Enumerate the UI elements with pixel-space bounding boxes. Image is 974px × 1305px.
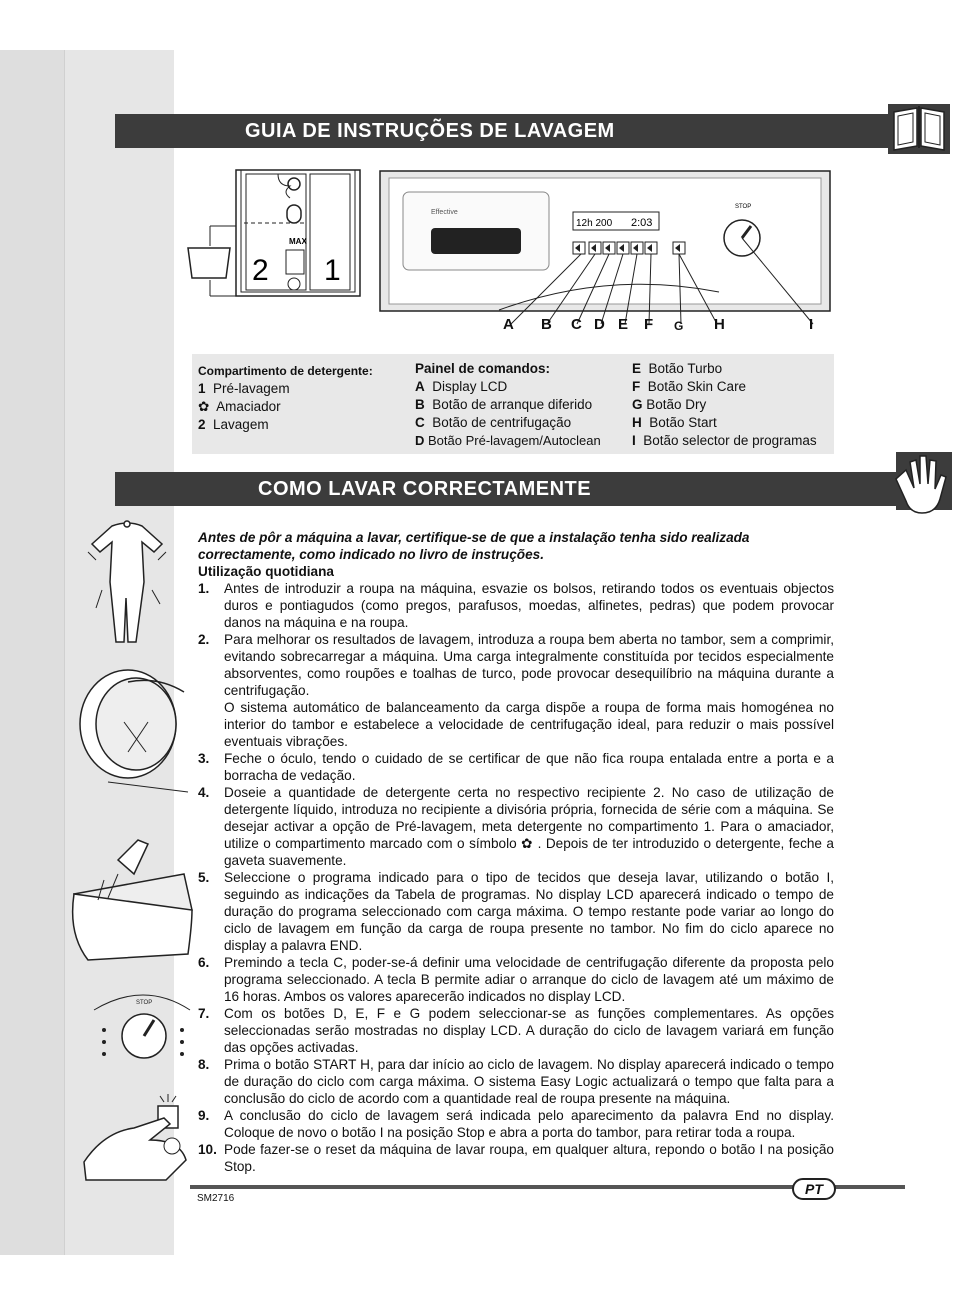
lcd-time: 2:03 xyxy=(631,217,653,229)
list-item: 4. Doseie a quantidade de detergente certa no respectivo recipiente 2. No caso de utilização de detergente líquido, introduza no recipiente a divisória própria, fornecida de série com a máquina. Se desejar activar a opção de Pré-lavagem, meta detergente no compartimento 1. Para o amaciador, utilize o compartimento marcado com o símbolo ✿ . Depois de ter introduzido o detergente, feche a gaveta suavemente. xyxy=(198,785,834,868)
list-item: 1. Antes de introduzir a roupa na máquina, esvazie os bolsos, retirando todos os eventuais objectos duros e pontiagudos (como pregos, parafusos, moedas, alfinetes, pedras) que podem provocar danos na máquina e na roupa. xyxy=(198,581,834,630)
svg-text:STOP: STOP xyxy=(136,1000,153,1006)
intro-text: Antes de pôr a máquina a lavar, certifique-se de que a instalação tenha sido realizada correctamente, como indicado no livro de instruções. xyxy=(198,530,750,562)
label-g: G xyxy=(674,319,684,333)
label-c: C xyxy=(571,316,582,333)
start-button-illustration xyxy=(82,1092,192,1184)
list-item: 7. Com os botões D, E, F e G podem seleccionar-se as funções complementares. As opções seleccionadas serão mostradas no display LCD. A duração do ciclo de lavagem variará em função das opções activadas. xyxy=(198,1006,834,1055)
detergent-legend: Compartimento de detergente: 1 Pré-lavagem ✿ Amaciador 2 Lavagem xyxy=(198,364,373,432)
list-item: 10. Pode fazer-se o reset da máquina de lavar roupa, em qualquer altura, repondo o botão I na posição Stop. xyxy=(198,1142,834,1174)
label-d: D xyxy=(594,316,605,333)
label-i: I xyxy=(809,316,814,333)
detergent-drawer-diagram xyxy=(186,168,366,300)
detergent-title: Compartimento de detergente: xyxy=(198,364,373,378)
pockets-illustration xyxy=(82,520,174,648)
list-item: 2. Para melhorar os resultados de lavagem, introduza a roupa bem aberta no tambor, sem a comprimir, evitando sobrecarregar a máquina. Uma carga integralmente constituída por tecidos especialmente absorventes, como roupões e toalhas de turco, pode provocar desequilíbrio na máquina durante a centrifugação. xyxy=(198,632,834,698)
panel-legend-1: Painel de comandos: A Display LCD B Botão de arranque diferido C Botão de centrifugação D Botão Pré-lavagem/Autoclean xyxy=(415,361,601,448)
control-panel-diagram xyxy=(379,170,831,330)
max-label: MAX xyxy=(289,237,307,246)
softener-icon: ✿ xyxy=(198,399,210,414)
compartment-2-label: 2 xyxy=(252,254,269,287)
section-header-washing xyxy=(115,472,905,506)
dial-stop-label: STOP xyxy=(735,204,752,210)
program-dial-illustration xyxy=(84,990,194,1082)
drum-door-illustration xyxy=(68,662,188,792)
list-item: 9. A conclusão do ciclo de lavagem será indicada pelo aparecimento da palavra End no display. Coloque de novo o botão I na posição Stop e abra a porta do tambor, para retirar toda a roupa. xyxy=(198,1108,834,1140)
label-e: E xyxy=(618,316,629,333)
lcd-text: 12h 200 xyxy=(576,218,613,229)
language-badge: PT xyxy=(792,1178,836,1200)
panel-legend-2: E Botão Turbo F Botão Skin Care G Botão Dry H Botão Start I Botão selector de programas xyxy=(632,361,817,448)
label-a: A xyxy=(503,316,514,333)
section-title-2: COMO LAVAR CORRECTAMENTE xyxy=(258,478,592,500)
label-f: F xyxy=(644,316,654,333)
label-h: H xyxy=(714,316,725,333)
legend-box xyxy=(192,354,834,454)
subtitle: Utilização quotidiana xyxy=(198,564,334,579)
hand-icon xyxy=(896,452,952,510)
document-code: SM2716 xyxy=(197,1193,235,1204)
list-item: 8. Prima o botão START H, para dar início ao ciclo de lavagem. No display aparecerá indicado o tempo de duração do ciclo com carga máxima. O sistema Easy Logic actualizará o tempo que falta para a conclusão do ciclo de acordo com a quantidade real de roupa presente na máquina. xyxy=(198,1057,834,1106)
page-number: 23 xyxy=(952,112,974,145)
list-item: 3. Feche o óculo, tendo o cuidado de se certificar de que não fica roupa entalada entre a porta e a borracha de vedação. xyxy=(198,751,834,783)
book-icon xyxy=(888,104,950,154)
compartment-1-label: 1 xyxy=(324,254,341,287)
list-item: 5. Seleccione o programa indicado para o tipo de tecidos que deseja lavar, utilizando o botão I, seguindo as indicações da Tabela de programas. No display LCD aparecerá indicado o tempo de duração do programa seleccionado com carga máxima. O tempo restante pode variar ao longo do ciclo de lavagem em função da carga de roupa presente no tambor. No fim do ciclo aparece no display a palavra END. xyxy=(198,870,834,953)
label-b: B xyxy=(541,316,552,333)
instructions-text xyxy=(198,529,834,1175)
list-item: 6. Premindo a tecla C, poder-se-á definir uma velocidade de centrifugação diferente da proposta pelo programa seleccionado. A tecla B permite adiar o arranque do ciclo de lavagem até um máximo de 16 horas. Ambos os valores aparecerão indicados no display LCD. xyxy=(198,955,834,1004)
panel-title: Painel de comandos: xyxy=(415,361,551,376)
section-title: GUIA DE INSTRUÇÕES DE LAVAGEM xyxy=(245,120,615,142)
list-item: O sistema automático de balanceamento da carga dispõe a roupa de forma mais homogénea no interior do tambor e estabelece a velocidade de centrifugação ideal, para reduzir o mais possível eventuais vibrações. xyxy=(224,700,834,749)
brand-label: Effective xyxy=(431,209,458,216)
detergent-drawer-illustration xyxy=(68,830,198,970)
section-header-guide xyxy=(115,112,974,148)
